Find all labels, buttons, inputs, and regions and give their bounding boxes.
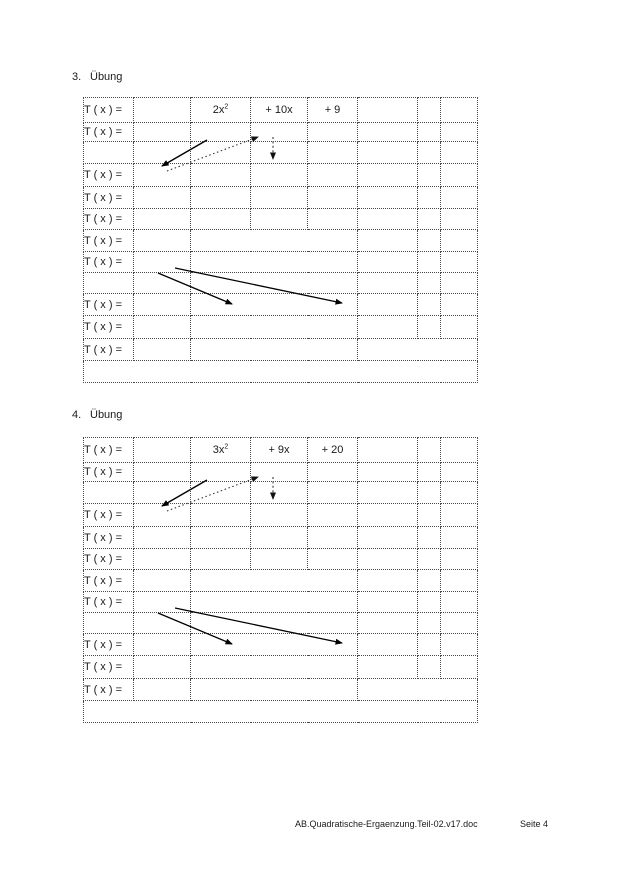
table-cell bbox=[358, 98, 418, 123]
table-cell bbox=[441, 209, 478, 230]
linear-term-cell: + 9x bbox=[251, 438, 308, 463]
quadratic-term-base: 3x bbox=[212, 444, 225, 456]
row-label: T ( x ) = bbox=[84, 438, 134, 463]
table-cell bbox=[418, 187, 441, 209]
table-cell bbox=[358, 294, 418, 316]
table-row bbox=[84, 679, 478, 701]
exercise-3-table bbox=[83, 97, 478, 383]
table-cell bbox=[191, 123, 251, 142]
table-cell-merged bbox=[191, 273, 358, 294]
table-cell bbox=[358, 592, 418, 613]
table-cell bbox=[418, 463, 441, 482]
table-cell bbox=[134, 164, 191, 187]
row-label: T ( x ) = bbox=[84, 570, 134, 592]
table-cell-merged bbox=[191, 252, 358, 273]
section-3-number: 3. bbox=[72, 71, 82, 83]
table-cell bbox=[251, 549, 308, 570]
row-label: T ( x ) = bbox=[84, 634, 134, 656]
section-4-title: Übung bbox=[90, 409, 123, 421]
table-cell bbox=[441, 142, 478, 164]
table-cell bbox=[251, 527, 308, 549]
table-cell bbox=[418, 482, 441, 504]
table-cell bbox=[134, 570, 191, 592]
table-cell bbox=[418, 504, 441, 527]
table-cell bbox=[134, 592, 191, 613]
constant-term-cell: + 9 bbox=[308, 98, 358, 123]
table-cell bbox=[251, 187, 308, 209]
table-cell-merged bbox=[191, 230, 358, 252]
table-cell bbox=[358, 504, 418, 527]
exercise-4-table bbox=[83, 437, 478, 723]
table-cell bbox=[358, 656, 418, 679]
table-cell bbox=[441, 592, 478, 613]
section-3-title: Übung bbox=[90, 71, 123, 83]
row-label: T ( x ) = bbox=[84, 98, 134, 123]
row-label: T ( x ) = bbox=[84, 592, 134, 613]
table-row bbox=[84, 187, 478, 209]
table-row bbox=[84, 592, 478, 613]
table-row bbox=[84, 252, 478, 273]
table-cell bbox=[84, 482, 134, 504]
table-cell bbox=[358, 123, 418, 142]
table-cell bbox=[134, 549, 191, 570]
table-cell bbox=[441, 273, 478, 294]
table-cell bbox=[134, 252, 191, 273]
table-cell bbox=[134, 273, 191, 294]
table-cell bbox=[358, 142, 418, 164]
table-row bbox=[84, 164, 478, 187]
table-cell bbox=[441, 230, 478, 252]
table-cell bbox=[358, 527, 418, 549]
table-cell bbox=[441, 164, 478, 187]
table-row bbox=[84, 339, 478, 361]
table-cell-merged bbox=[191, 339, 358, 361]
section-3-heading bbox=[72, 71, 122, 84]
table-cell bbox=[134, 482, 191, 504]
table-cell bbox=[418, 98, 441, 123]
table-cell bbox=[418, 142, 441, 164]
table-cell bbox=[251, 482, 308, 504]
table-cell bbox=[418, 570, 441, 592]
table-cell bbox=[134, 187, 191, 209]
table-cell bbox=[308, 549, 358, 570]
table-row bbox=[84, 634, 478, 656]
table-cell bbox=[441, 463, 478, 482]
row-label: T ( x ) = bbox=[84, 527, 134, 549]
table-cell bbox=[308, 527, 358, 549]
table-row bbox=[84, 701, 478, 723]
table-cell bbox=[441, 438, 478, 463]
table-cell bbox=[418, 252, 441, 273]
table-cell bbox=[441, 123, 478, 142]
table-cell bbox=[308, 142, 358, 164]
table-cell bbox=[358, 438, 418, 463]
table-cell bbox=[358, 187, 418, 209]
table-cell bbox=[441, 570, 478, 592]
table-cell bbox=[358, 230, 418, 252]
row-label: T ( x ) = bbox=[84, 294, 134, 316]
section-4-number: 4. bbox=[72, 409, 82, 421]
table-cell bbox=[191, 463, 251, 482]
table-cell bbox=[134, 656, 191, 679]
table-cell bbox=[191, 482, 251, 504]
table-row bbox=[84, 613, 478, 634]
table-cell bbox=[441, 98, 478, 123]
table-cell bbox=[134, 316, 191, 339]
table-cell-merged bbox=[191, 634, 358, 656]
table-cell bbox=[134, 142, 191, 164]
table-cell bbox=[251, 209, 308, 230]
table-cell bbox=[134, 527, 191, 549]
table-cell bbox=[308, 463, 358, 482]
table-row bbox=[84, 570, 478, 592]
table-cell bbox=[418, 656, 441, 679]
table-cell bbox=[441, 252, 478, 273]
quadratic-term-exponent: 2 bbox=[224, 443, 229, 451]
table-row bbox=[84, 527, 478, 549]
table-cell bbox=[358, 209, 418, 230]
table-cell bbox=[418, 316, 441, 339]
table-cell bbox=[84, 273, 134, 294]
row-label: T ( x ) = bbox=[84, 463, 134, 482]
table-cell bbox=[251, 504, 308, 527]
table-cell bbox=[308, 187, 358, 209]
table-cell-full-width bbox=[84, 701, 478, 723]
table-cell bbox=[134, 98, 191, 123]
table-cell bbox=[308, 209, 358, 230]
quadratic-term-base: 2x bbox=[212, 104, 225, 116]
table-cell bbox=[358, 613, 418, 634]
quadratic-term-cell bbox=[191, 438, 251, 463]
table-row bbox=[84, 123, 478, 142]
table-cell bbox=[191, 504, 251, 527]
table-cell bbox=[441, 527, 478, 549]
row-label: T ( x ) = bbox=[84, 504, 134, 527]
table-cell bbox=[418, 438, 441, 463]
table-cell-full-width bbox=[84, 361, 478, 383]
table-cell bbox=[358, 316, 418, 339]
table-cell bbox=[191, 187, 251, 209]
table-cell bbox=[441, 187, 478, 209]
exercise-4-table-wrap bbox=[83, 437, 477, 723]
constant-term-cell: + 20 bbox=[308, 438, 358, 463]
exercise-3-table-wrap bbox=[83, 97, 477, 383]
table-cell bbox=[418, 123, 441, 142]
table-row bbox=[84, 294, 478, 316]
table-cell bbox=[251, 142, 308, 164]
table-cell-merged bbox=[191, 592, 358, 613]
table-row bbox=[84, 482, 478, 504]
table-cell bbox=[418, 592, 441, 613]
row-label: T ( x ) = bbox=[84, 316, 134, 339]
table-row bbox=[84, 98, 478, 123]
table-cell bbox=[308, 504, 358, 527]
table-cell bbox=[358, 463, 418, 482]
quadratic-term-exponent: 2 bbox=[224, 103, 229, 111]
table-cell bbox=[441, 613, 478, 634]
row-label: T ( x ) = bbox=[84, 187, 134, 209]
table-cell bbox=[418, 294, 441, 316]
table-cell-merged bbox=[191, 294, 358, 316]
footer-page-number: Seite 4 bbox=[520, 819, 549, 829]
table-cell-merged bbox=[358, 679, 478, 701]
quadratic-term-cell bbox=[191, 98, 251, 123]
table-cell bbox=[84, 142, 134, 164]
table-cell bbox=[418, 634, 441, 656]
table-cell bbox=[358, 570, 418, 592]
table-row bbox=[84, 273, 478, 294]
table-row bbox=[84, 463, 478, 482]
table-cell bbox=[358, 634, 418, 656]
table-cell bbox=[191, 527, 251, 549]
table-row bbox=[84, 549, 478, 570]
table-cell bbox=[134, 463, 191, 482]
row-label: T ( x ) = bbox=[84, 123, 134, 142]
table-cell bbox=[251, 463, 308, 482]
table-cell bbox=[134, 613, 191, 634]
table-cell bbox=[134, 339, 191, 361]
table-cell bbox=[191, 209, 251, 230]
table-row bbox=[84, 438, 478, 463]
table-cell-merged bbox=[191, 679, 358, 701]
row-label: T ( x ) = bbox=[84, 679, 134, 701]
row-label: T ( x ) = bbox=[84, 230, 134, 252]
table-cell bbox=[418, 613, 441, 634]
row-label: T ( x ) = bbox=[84, 209, 134, 230]
table-cell bbox=[134, 123, 191, 142]
table-cell bbox=[134, 438, 191, 463]
table-cell bbox=[441, 549, 478, 570]
table-cell bbox=[441, 656, 478, 679]
table-row bbox=[84, 142, 478, 164]
table-cell bbox=[441, 634, 478, 656]
table-cell bbox=[134, 504, 191, 527]
table-cell bbox=[441, 482, 478, 504]
table-cell bbox=[191, 142, 251, 164]
table-cell bbox=[134, 209, 191, 230]
table-cell bbox=[358, 252, 418, 273]
table-cell bbox=[441, 316, 478, 339]
table-cell bbox=[418, 549, 441, 570]
table-cell bbox=[134, 294, 191, 316]
table-row bbox=[84, 316, 478, 339]
table-row bbox=[84, 504, 478, 527]
footer-filename: AB.Quadratische-Ergaenzung.Teil-02.v17.doc bbox=[295, 819, 478, 829]
table-row bbox=[84, 230, 478, 252]
table-cell bbox=[358, 164, 418, 187]
table-cell bbox=[418, 527, 441, 549]
table-row bbox=[84, 361, 478, 383]
table-cell bbox=[134, 230, 191, 252]
row-label: T ( x ) = bbox=[84, 164, 134, 187]
table-cell bbox=[251, 164, 308, 187]
linear-term-cell: + 10x bbox=[251, 98, 308, 123]
row-label: T ( x ) = bbox=[84, 549, 134, 570]
table-cell bbox=[191, 549, 251, 570]
table-cell-merged bbox=[191, 656, 358, 679]
table-cell bbox=[441, 294, 478, 316]
table-cell bbox=[134, 679, 191, 701]
table-cell-merged bbox=[358, 339, 478, 361]
table-cell-merged bbox=[191, 316, 358, 339]
table-cell bbox=[308, 123, 358, 142]
table-cell bbox=[358, 549, 418, 570]
table-cell bbox=[418, 164, 441, 187]
table-cell bbox=[251, 123, 308, 142]
table-cell bbox=[84, 613, 134, 634]
table-cell-merged bbox=[191, 570, 358, 592]
table-cell bbox=[134, 634, 191, 656]
table-cell bbox=[308, 164, 358, 187]
table-row bbox=[84, 209, 478, 230]
table-cell bbox=[308, 482, 358, 504]
table-row bbox=[84, 656, 478, 679]
table-cell bbox=[418, 209, 441, 230]
table-cell bbox=[358, 482, 418, 504]
section-4-heading bbox=[72, 409, 122, 422]
table-cell bbox=[418, 230, 441, 252]
row-label: T ( x ) = bbox=[84, 656, 134, 679]
table-cell bbox=[358, 273, 418, 294]
row-label: T ( x ) = bbox=[84, 252, 134, 273]
table-cell bbox=[418, 273, 441, 294]
table-cell-merged bbox=[191, 613, 358, 634]
table-cell bbox=[191, 164, 251, 187]
row-label: T ( x ) = bbox=[84, 339, 134, 361]
table-cell bbox=[441, 504, 478, 527]
